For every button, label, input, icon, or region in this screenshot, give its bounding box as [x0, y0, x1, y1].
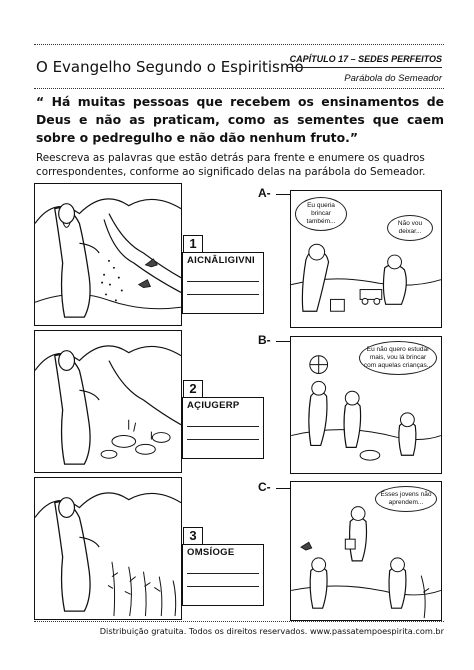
number-box-2: 2 [183, 380, 203, 398]
header-dotted-rule [34, 88, 444, 89]
scrambled-word-2: AÇIUGERP [187, 400, 240, 411]
lesson-subtitle: Parábola do Semeador [344, 73, 442, 84]
sower-panel-2 [34, 330, 182, 473]
scramble-box-2 [182, 397, 264, 459]
answer-line-2b[interactable] [187, 439, 259, 440]
scene-panel-c [290, 481, 442, 621]
letter-line-b [276, 341, 290, 342]
letter-label-a: A- [258, 186, 271, 200]
scrambled-word-1: AICNÂLIGIVNI [187, 255, 255, 266]
bottom-dotted-rule [34, 621, 444, 622]
sower-birds-illustration [35, 184, 181, 325]
letter-line-a [276, 194, 290, 195]
letter-label-c: C- [258, 480, 271, 494]
scene-panel-b [290, 336, 442, 474]
chapter-heading: CAPÍTULO 17 – SEDES PERFEITOS [289, 54, 442, 64]
letter-label-b: B- [258, 333, 271, 347]
answer-line-2a[interactable] [187, 426, 259, 427]
bible-quote: “ Há muitas pessoas que recebem os ensinamentos de Deus e não as praticam, como as sementes que caem sobre o pedregulho e não dão nenhum fruto.” [36, 94, 444, 145]
scramble-box-3 [182, 544, 264, 606]
sower-thorns-illustration [35, 478, 181, 619]
exercise-instructions: Reescreva as palavras que estão detrás para frente e enumere os quadros correspondentes, conforme ao significado delas na parábola do Semeador. [36, 152, 426, 178]
top-dotted-rule [34, 44, 444, 45]
scramble-box-1 [182, 252, 264, 314]
answer-line-1b[interactable] [187, 294, 259, 295]
answer-line-3b[interactable] [187, 586, 259, 587]
speech-bubble-a2: Não vou deixar... [387, 215, 433, 241]
speech-bubble-a1: Eu queria brincar também... [295, 197, 347, 231]
sower-rocks-illustration [35, 331, 181, 472]
scene-panel-a [290, 190, 442, 328]
answer-line-3a[interactable] [187, 573, 259, 574]
number-box-3: 3 [183, 527, 203, 545]
letter-line-c [276, 488, 290, 489]
sower-panel-1 [34, 183, 182, 326]
number-box-1: 1 [183, 235, 203, 253]
speech-bubble-b1: Eu não quero estudar mais, vou lá brincar com aquelas crianças... [359, 341, 437, 375]
sower-panel-3 [34, 477, 182, 620]
page-title: O Evangelho Segundo o Espiritismo [36, 58, 304, 76]
chapter-underline [288, 67, 442, 68]
answer-line-1a[interactable] [187, 281, 259, 282]
footer-credits: Distribuição gratuita. Todos os direitos reservados. www.passatempoespirita.com.br [99, 626, 444, 636]
speech-bubble-c1: Esses jovens não aprendem... [375, 486, 437, 512]
scrambled-word-3: OMSÍOGE [187, 547, 235, 558]
